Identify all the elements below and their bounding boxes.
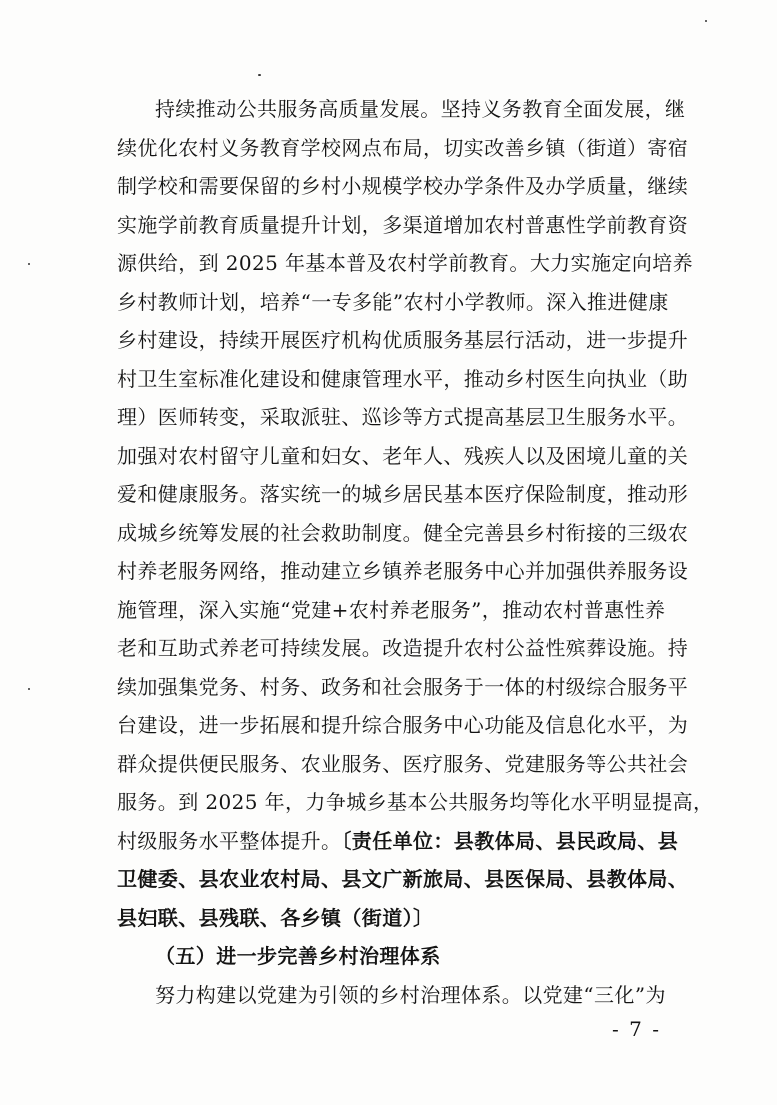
text-line: 乡村建设，持续开展医疗机构优质服务基层行活动，进一步提升 xyxy=(117,328,689,352)
text-line: 成城乡统筹发展的社会救助制度。健全完善县乡村衔接的三级农 xyxy=(117,520,689,545)
text-line: 群众提供便民服务、农业服务、医疗服务、党建服务等公共社会 xyxy=(117,751,689,776)
text-line: 爱和健康服务。落实统一的城乡居民基本医疗保险制度，推动形 xyxy=(117,482,689,506)
responsible-units-text: 〔责任单位：县教体局、县民政局、县 xyxy=(341,828,679,853)
responsible-units-text: 卫健委、县农业农村局、县文广新旅局、县医保局、县教体局、 xyxy=(117,867,689,891)
text-line: 持续推动公共服务高质量发展。坚持义务教育全面发展，继 xyxy=(155,97,686,121)
text-line: 乡村教师计划，培养“一专多能”农村小学教师。深入推进健康 xyxy=(117,289,669,314)
text-line: 加强对农村留守儿童和妇女、老年人、残疾人以及困境儿童的关 xyxy=(117,443,689,468)
responsible-units-text: 县妇联、县残联、各乡镇（街道）〕 xyxy=(117,905,434,930)
scan-speck xyxy=(705,20,707,22)
section-heading: （五）进一步完善乡村治理体系 xyxy=(155,944,441,968)
scan-speck xyxy=(258,74,261,76)
page-number: - 7 - xyxy=(612,1017,661,1041)
text-line: 制学校和需要保留的乡村小规模学校办学条件及办学质量，继续 xyxy=(117,174,689,198)
text-line: 村养老服务网络，推动建立乡镇养老服务中心并加强供养服务设 xyxy=(117,559,689,583)
text-line: 续加强集党务、村务、政务和社会服务于一体的村级综合服务平 xyxy=(117,674,689,699)
text-line: 服务。到 2025 年，力争城乡基本公共服务均等化水平明显提高， xyxy=(117,790,714,814)
document-body xyxy=(117,90,714,1014)
scan-speck xyxy=(28,688,30,690)
text-line: 老和互助式养老可持续发展。改造提升农村公益性殡葬设施。持 xyxy=(117,636,689,660)
text-line: 台建设，进一步拓展和提升综合服务中心功能及信息化水平，为 xyxy=(117,713,689,737)
text-fragment: 村级服务水平整体提升。 xyxy=(117,828,342,853)
text-line: 努力构建以党建为引领的乡村治理体系。以党建“三化”为 xyxy=(155,982,666,1007)
scan-speck xyxy=(28,263,30,265)
text-line xyxy=(117,822,677,861)
text-line: 理）医师转变，采取派驻、巡诊等方式提高基层卫生服务水平。 xyxy=(117,405,689,429)
text-line: 源供给，到 2025 年基本普及农村学前教育。大力实施定向培养 xyxy=(117,251,694,275)
text-line: 实施学前教育质量提升计划，多渠道增加农村普惠性学前教育资 xyxy=(117,212,689,237)
text-line: 续优化农村义务教育学校网点布局，切实改善乡镇（街道）寄宿 xyxy=(117,135,689,160)
text-line: 村卫生室标准化建设和健康管理水平，推动乡村医生向执业（助 xyxy=(117,366,689,391)
text-line: 施管理，深入实施“党建+农村养老服务”，推动农村普惠性养 xyxy=(117,597,666,622)
